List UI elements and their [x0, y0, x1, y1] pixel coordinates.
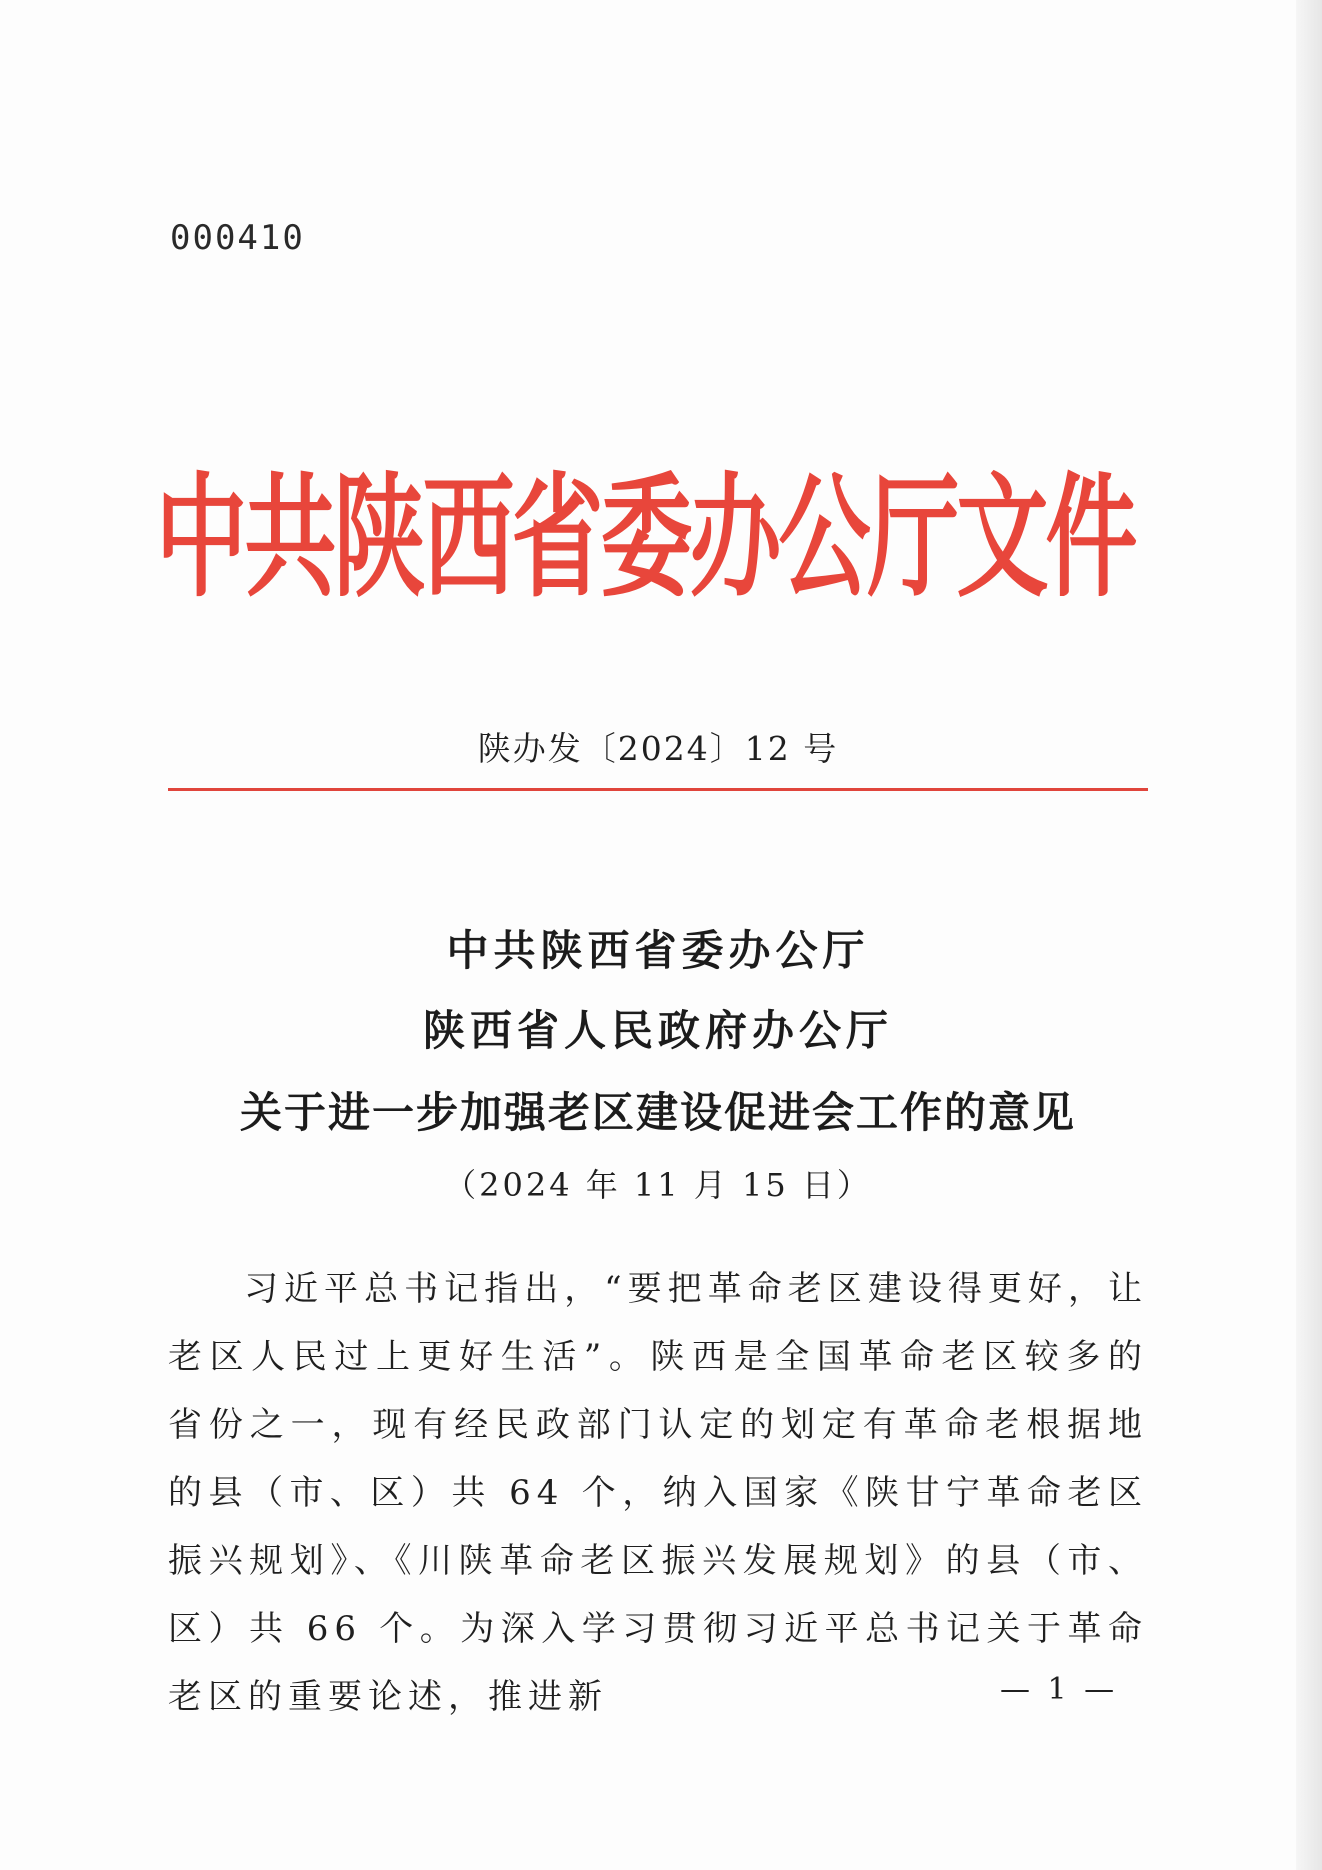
scan-page-edge — [1296, 0, 1322, 1870]
title-issuer-2: 陕西省人民政府办公厅 — [422, 1006, 893, 1055]
serial-number: 000410 — [170, 218, 305, 258]
body-paragraph: 习近平总书记指出，“要把革命老区建设得更好，让老区人民过上更好生活”。陕西是全国革命老区较多的省份之一，现有经民政部门认定的划定有革命老根据地的县（市、区）共 64 个，纳入国家《陕甘宁革命老区振兴规划》、《川陕革命老区振兴发展规划》的县（市、区）共 66 个。为深入学习贯彻习近平总书记关于革命老区的重要论述，推进新 — [168, 1269, 1148, 1717]
document-number: 陕办发〔2024〕12 号 — [477, 729, 839, 768]
issue-date: （2024 年 11 月 15 日） — [444, 1166, 872, 1204]
title-subject: 关于进一步加强老区建设促进会工作的意见 — [239, 1088, 1076, 1137]
title-issuer-1: 中共陕西省委办公厅 — [446, 926, 870, 975]
page-number: — 1 — — [1000, 1672, 1119, 1707]
red-separator-line — [168, 788, 1148, 791]
red-masthead: 中共陕西省委办公厅文件 — [155, 460, 1135, 616]
